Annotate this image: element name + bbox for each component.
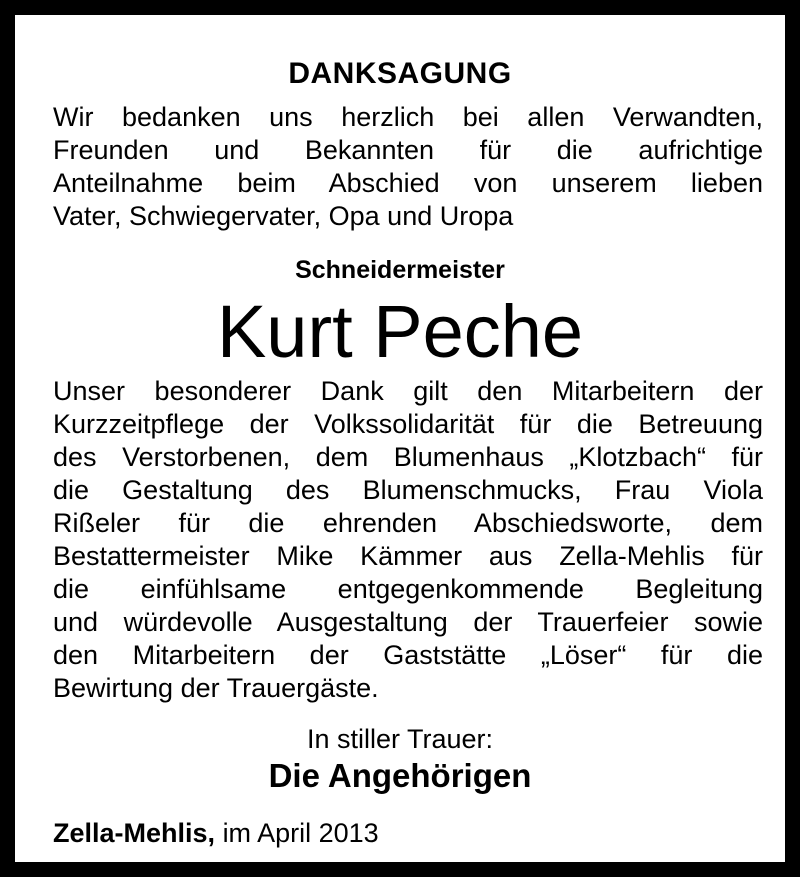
notice-heading: DANKSAGUNG xyxy=(288,57,512,90)
thanks-line: Kurzzeitpflege der Volkssolidarität für die Betreuung xyxy=(53,409,763,439)
thanks-paragraph xyxy=(53,375,763,705)
deceased-title: Schneidermeister xyxy=(295,256,505,284)
thanks-line: des Verstorbenen, dem Blumenhaus „Klotzbach“ für xyxy=(53,442,763,472)
thanks-line: Rißeler für die ehrenden Abschiedsworte, dem xyxy=(53,508,763,538)
intro-line: Vater, Schwiegervater, Opa und Uropa xyxy=(53,201,514,231)
intro-line: Anteilnahme beim Abschied von unserem lieben xyxy=(53,168,763,198)
thanks-line: Bestattermeister Mike Kämmer aus Zella-Mehlis für xyxy=(53,541,763,571)
intro-line: Freunden und Bekannten für die aufrichtige xyxy=(53,135,763,165)
thanks-line: die einfühlsame entgegenkommende Begleitung xyxy=(53,574,763,604)
mourning-line: In stiller Trauer: xyxy=(306,724,494,754)
place-date-line xyxy=(53,816,379,850)
place-name: Zella-Mehlis, xyxy=(53,818,216,848)
thanks-line: und würdevolle Ausgestaltung der Trauerfeier sowie xyxy=(53,607,763,637)
family-signature: Die Angehörigen xyxy=(268,757,532,794)
thanks-line: den Mitarbeitern der Gaststätte „Löser“ für die xyxy=(53,640,763,670)
thanks-line: die Gestaltung des Blumenschmucks, Frau Viola xyxy=(53,475,763,505)
intro-line: Wir bedanken uns herzlich bei allen Verwandten, xyxy=(53,102,763,132)
deceased-name: Kurt Peche xyxy=(216,290,584,373)
thanks-line: Bewirtung der Trauergäste. xyxy=(53,673,379,703)
date-text: im April 2013 xyxy=(222,818,379,848)
thanks-line: Unser besonderer Dank gilt den Mitarbeitern der xyxy=(53,376,763,406)
intro-paragraph xyxy=(53,101,763,233)
